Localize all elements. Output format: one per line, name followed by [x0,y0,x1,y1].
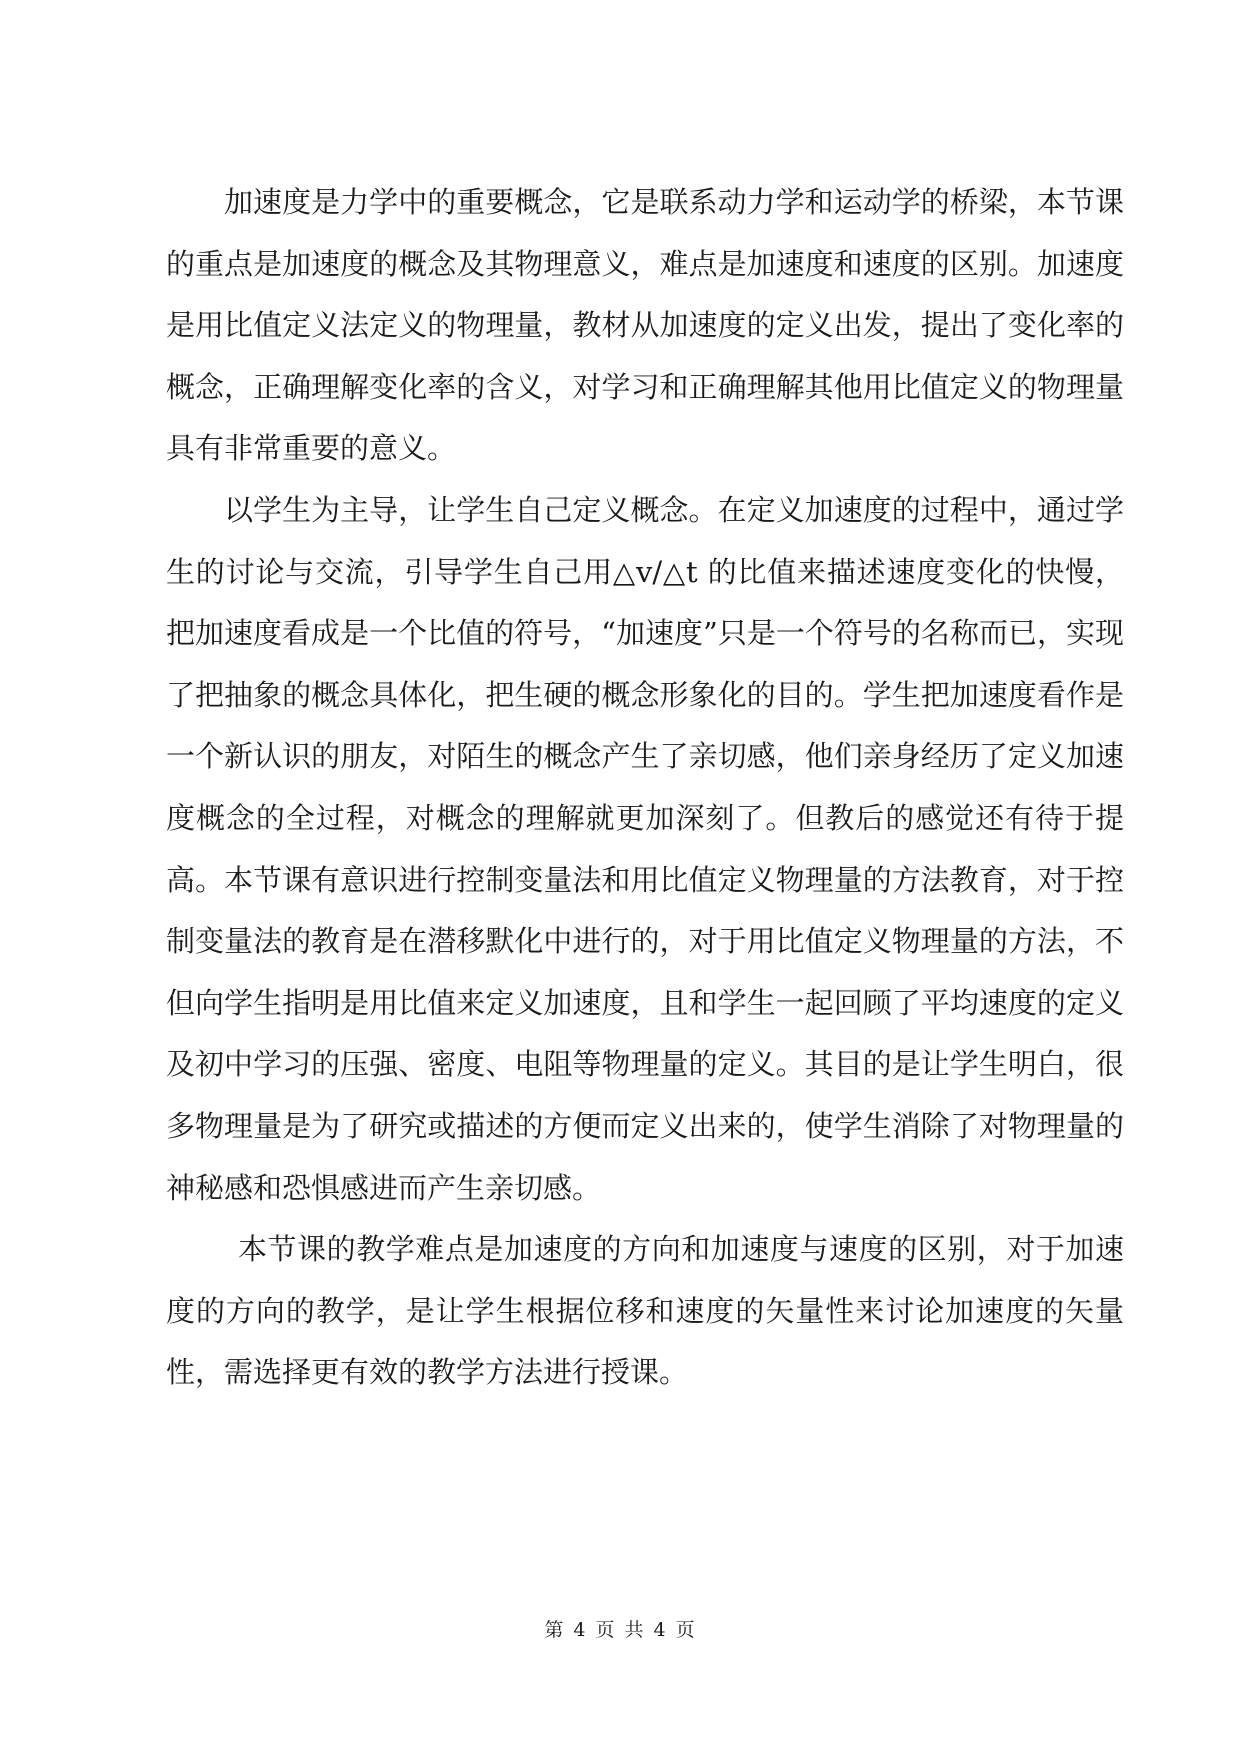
paragraph-3: 本节课的教学难点是加速度的方向和加速度与速度的区别，对于加速度的方向的教学，是让学生根据位移和速度的矢量性来讨论加速度的矢量性，需选择更有效的教学方法进行授课。 [166,1232,1124,1390]
paragraph-1: 加速度是力学中的重要概念，它是联系动力学和运动学的桥梁，本节课的重点是加速度的概念及其物理意义，难点是加速度和速度的区别。加速度是用比值定义法定义的物理量，教材从加速度的定义出发，提出了变化率的概念，正确理解变化率的含义，对学习和正确理解其他用比值定义的物理量具有非常重要的意义。 [166,185,1124,466]
paragraph-2: 以学生为主导，让学生自己定义概念。在定义加速度的过程中，通过学生的讨论与交流，引导学生自己用△v/△t 的比值来描述速度变化的快慢，把加速度看成是一个比值的符号，“加速度”只是一个符号的名称而已，实现了把抽象的概念具体化，把生硬的概念形象化的目的。学生把加速度看作是一个新认识的朋友，对陌生的概念产生了亲切感，他们亲身经历了定义加速度概念的全过程，对概念的理解就更加深刻了。但教后的感觉还有待于提高。本节课有意识进行控制变量法和用比值定义物理量的方法教育，对于控制变量法的教育是在潜移默化中进行的，对于用比值定义物理量的方法，不但向学生指明是用比值来定义加速度，且和学生一起回顾了平均速度的定义及初中学习的压强、密度、电阻等物理量的定义。其目的是让学生明白，很多物理量是为了研究或描述的方便而定义出来的，使学生消除了对物理量的神秘感和恐惧感进而产生亲切感。 [166,492,1124,1205]
document-body [166,172,1124,1404]
page-footer: 第 4 页 共 4 页 [544,1619,697,1641]
